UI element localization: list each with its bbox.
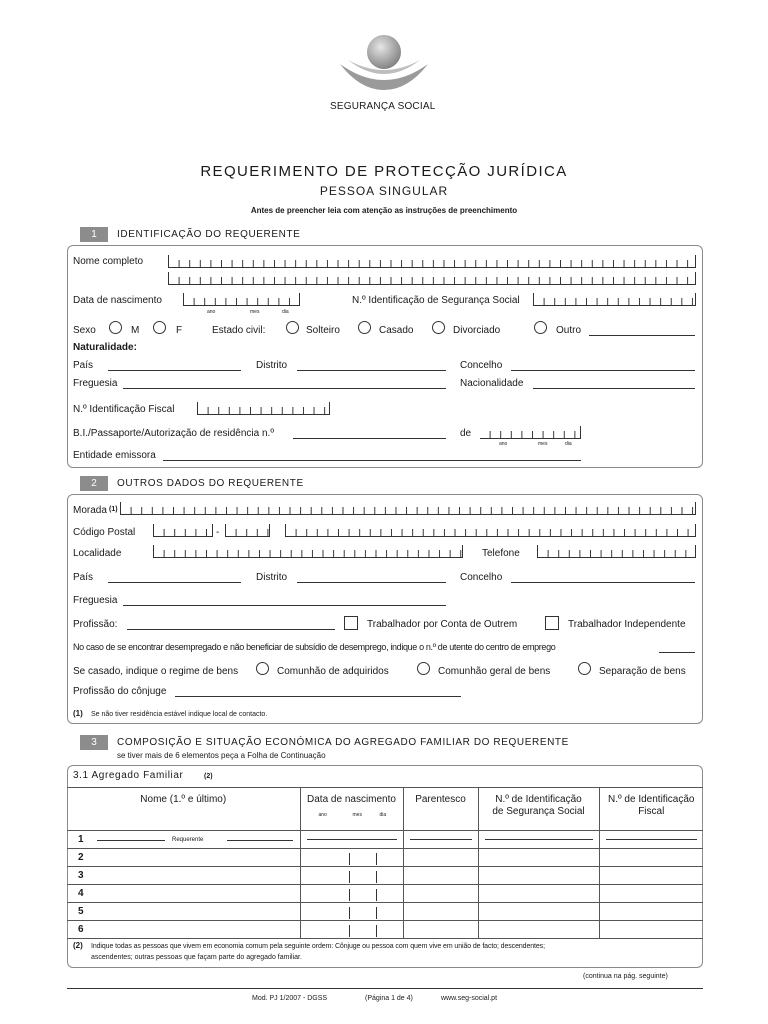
table-row — [67, 903, 703, 921]
row-2-data[interactable] — [300, 849, 403, 867]
dia-label: dia — [282, 309, 289, 315]
desempregado-field[interactable] — [659, 652, 695, 653]
bi-de-label: de — [460, 428, 472, 439]
data-nascimento-field[interactable] — [183, 293, 300, 306]
entidade-label: Entidade emissora — [73, 450, 156, 461]
nome-completo-field-1[interactable] — [168, 255, 696, 268]
section-3-title: COMPOSIÇÃO E SITUAÇÃO ECONÓMICA DO AGREGADO FAMILIAR DO REQUERENTE — [117, 737, 569, 748]
distrito-field[interactable] — [297, 370, 446, 371]
section-2-note: Se não tiver residência estável indique local de contacto. — [91, 711, 268, 718]
desempregado-label: No caso de se encontrar desempregado e não beneficiar de subsídio de desemprego, indique o n.º de utente do centro de emprego — [73, 642, 556, 652]
section-2-note-number: (1) — [73, 709, 83, 718]
agregado-header-row — [67, 788, 703, 831]
profissao-label: Profissão: — [73, 619, 118, 630]
divorciado-label: Divorciado — [453, 325, 501, 336]
conta-outrem-label: Trabalhador por Conta de Outrem — [367, 619, 518, 630]
row-5-niss[interactable] — [478, 903, 599, 921]
mes-label: mes — [250, 309, 260, 315]
localidade-label: Localidade — [73, 548, 122, 559]
table-row — [67, 867, 703, 885]
bi-label: B.I./Passaporte/Autorização de residência n.º — [73, 428, 274, 439]
row-number: 4 — [78, 888, 84, 899]
codigo-postal-dash: - — [216, 527, 220, 538]
pais-2-label: País — [73, 572, 94, 583]
bi-mes-label: mes — [538, 441, 548, 447]
estado-civil-label: Estado civil: — [212, 325, 266, 336]
niss-label: N.º Identificação de Segurança Social — [352, 295, 520, 306]
concelho-2-label: Concelho — [460, 572, 503, 583]
outro-radio[interactable] — [534, 321, 547, 334]
localidade-field[interactable] — [153, 545, 463, 558]
continua-label: (continua na pág. seguinte) — [583, 973, 668, 980]
seguranca-social-logo — [336, 30, 432, 98]
separacao-label: Separação de bens — [599, 666, 686, 677]
nacionalidade-field[interactable] — [533, 388, 695, 389]
data-nascimento-label: Data de nascimento — [73, 295, 162, 306]
row-1-niss[interactable] — [478, 831, 599, 849]
solteiro-label: Solteiro — [306, 325, 340, 336]
row-4-parentesco[interactable] — [403, 885, 478, 903]
section-3-note-number: (2) — [73, 941, 83, 950]
row-1-nif[interactable] — [599, 831, 703, 849]
outro-field[interactable] — [589, 335, 695, 336]
divorciado-radio[interactable] — [432, 321, 445, 334]
row-6-parentesco[interactable] — [403, 921, 478, 939]
agregado-note: (2) — [204, 773, 213, 780]
telefone-label: Telefone — [482, 548, 520, 559]
concelho-2-field[interactable] — [511, 582, 695, 583]
row-number: 3 — [78, 870, 84, 881]
section-3-subtitle: se tiver mais de 6 elementos peça a Folha de Continuação — [117, 751, 326, 760]
row-4-niss[interactable] — [478, 885, 599, 903]
col-nif-header: N.º de Identificação Fiscal — [599, 788, 703, 831]
pais-field[interactable] — [108, 370, 241, 371]
table-row — [67, 831, 703, 849]
telefone-field[interactable] — [537, 545, 696, 558]
row-3-nif[interactable] — [599, 867, 703, 885]
row-6-niss[interactable] — [478, 921, 599, 939]
row-4-nif[interactable] — [599, 885, 703, 903]
row-5-parentesco[interactable] — [403, 903, 478, 921]
adquiridos-label: Comunhão de adquiridos — [277, 666, 389, 677]
row-5-nif[interactable] — [599, 903, 703, 921]
row-2-niss[interactable] — [478, 849, 599, 867]
codigo-postal-label: Código Postal — [73, 527, 136, 538]
distrito-2-label: Distrito — [256, 572, 288, 583]
row-3-niss[interactable] — [478, 867, 599, 885]
freguesia-2-field[interactable] — [123, 605, 446, 606]
row-3-parentesco[interactable] — [403, 867, 478, 885]
col-parentesco-header: Parentesco — [403, 788, 478, 831]
concelho-label: Concelho — [460, 360, 503, 371]
bi-dia-label: dia — [565, 441, 572, 447]
footer-page: (Página 1 de 4) — [365, 995, 413, 1002]
row-number: 6 — [78, 924, 84, 935]
entidade-field[interactable] — [163, 460, 581, 461]
sexo-f-radio[interactable] — [153, 321, 166, 334]
separacao-radio[interactable] — [578, 662, 591, 675]
morada-field[interactable] — [120, 502, 696, 515]
geral-radio[interactable] — [417, 662, 430, 675]
section-2-number: 2 — [80, 476, 108, 491]
row-1-data[interactable] — [300, 831, 403, 849]
footer-mod: Mod. PJ 1/2007 - DGSS — [252, 995, 328, 1002]
row-2-nome[interactable] — [67, 849, 300, 867]
bi-date-field[interactable] — [480, 426, 581, 439]
section-3-note-line-2: ascendentes; outras pessoas que façam parte do agregado familiar. — [91, 954, 302, 961]
logo-text: SEGURANÇA SOCIAL — [330, 101, 436, 112]
freguesia-2-label: Freguesia — [73, 595, 118, 606]
distrito-2-field[interactable] — [297, 582, 446, 583]
section-1-title: IDENTIFICAÇÃO DO REQUERENTE — [117, 229, 301, 240]
solteiro-radio[interactable] — [286, 321, 299, 334]
row-1-parentesco[interactable] — [403, 831, 478, 849]
profissao-field[interactable] — [127, 629, 335, 630]
profissao-conjuge-label: Profissão do cônjuge — [73, 686, 167, 697]
sexo-m-radio[interactable] — [109, 321, 122, 334]
section-2-title: OUTROS DADOS DO REQUERENTE — [117, 478, 304, 489]
nif-label: N.º Identificação Fiscal — [73, 404, 175, 415]
row-3-data[interactable] — [300, 867, 403, 885]
casado-label: Casado — [379, 325, 414, 336]
freguesia-field[interactable] — [123, 388, 446, 389]
row-5-nome[interactable] — [67, 903, 300, 921]
form-title: REQUERIMENTO DE PROTECÇÃO JURÍDICA — [200, 163, 568, 180]
sexo-m-label: M — [131, 325, 140, 336]
nome-completo-label: Nome completo — [73, 256, 144, 267]
row-6-data[interactable] — [300, 921, 403, 939]
col-nome-header: Nome (1.º e último) — [67, 788, 300, 831]
bi-ano-label: ano — [499, 441, 508, 447]
codigo-postal-field-1[interactable] — [153, 524, 213, 537]
freguesia-label: Freguesia — [73, 378, 118, 389]
sexo-f-label: F — [176, 325, 183, 336]
concelho-field[interactable] — [511, 370, 695, 371]
row-4-data[interactable] — [300, 885, 403, 903]
form-instruction: Antes de preencher leia com atenção as instruções de preenchimento — [250, 206, 518, 215]
distrito-label: Distrito — [256, 360, 288, 371]
sexo-label: Sexo — [73, 325, 96, 336]
codigo-postal-designacao-field[interactable] — [285, 524, 696, 537]
col-data-header: Data de nascimento ano mes dia — [300, 788, 403, 831]
nome-completo-field-2[interactable] — [168, 272, 696, 285]
pais-2-field[interactable] — [108, 582, 241, 583]
independente-label: Trabalhador Independente — [568, 619, 686, 630]
outro-label: Outro — [556, 325, 582, 336]
naturalidade-label: Naturalidade: — [73, 342, 137, 353]
section-1-number: 1 — [80, 227, 108, 242]
row-3-nome[interactable] — [67, 867, 300, 885]
form-subtitle: PESSOA SINGULAR — [319, 184, 449, 198]
col-niss-header: N.º de Identificação de Segurança Social — [478, 788, 599, 831]
row-4-nome[interactable] — [67, 885, 300, 903]
agregado-table — [67, 787, 703, 939]
row-5-data[interactable] — [300, 903, 403, 921]
ano-label: ano — [207, 309, 216, 315]
requerente-label: Requerente — [172, 837, 204, 843]
table-ano-label: ano — [318, 812, 327, 818]
row-2-nif[interactable] — [599, 849, 703, 867]
row-6-nome[interactable] — [67, 921, 300, 939]
row-2-parentesco[interactable] — [403, 849, 478, 867]
regime-label: Se casado, indique o regime de bens — [73, 666, 239, 677]
geral-label: Comunhão geral de bens — [438, 666, 551, 677]
bi-field[interactable] — [293, 438, 446, 439]
niss-field[interactable] — [533, 293, 696, 306]
conta-outrem-checkbox[interactable] — [344, 616, 358, 630]
table-dia-label: dia — [379, 812, 387, 818]
casado-radio[interactable] — [358, 321, 371, 334]
morada-note: (1) — [109, 506, 118, 513]
profissao-conjuge-field[interactable] — [175, 696, 461, 697]
row-6-nif[interactable] — [599, 921, 703, 939]
row-number: 5 — [78, 906, 84, 917]
agregado-title: 3.1 Agregado Familiar — [73, 770, 184, 781]
table-mes-label: mes — [352, 812, 362, 818]
table-row — [67, 921, 703, 939]
morada-label: Morada — [73, 505, 107, 516]
table-row — [67, 849, 703, 867]
row-number: 2 — [78, 852, 84, 863]
independente-checkbox[interactable] — [545, 616, 559, 630]
section-3-number: 3 — [80, 735, 108, 750]
footer-divider — [67, 988, 703, 989]
row-1-nome[interactable] — [67, 831, 300, 849]
footer-site: www.seg-social.pt — [441, 995, 498, 1002]
pais-label: País — [73, 360, 94, 371]
adquiridos-radio[interactable] — [256, 662, 269, 675]
table-row — [67, 885, 703, 903]
nif-field[interactable] — [197, 402, 330, 415]
section-3-note-line-1: Indique todas as pessoas que vivem em economia comum pela seguinte ordem: Cônjuge ou pessoa com quem vive em união de facto; descendentes; — [91, 943, 545, 950]
row-number: 1 — [78, 834, 84, 845]
nacionalidade-label: Nacionalidade — [460, 378, 524, 389]
codigo-postal-field-2[interactable] — [225, 524, 270, 537]
